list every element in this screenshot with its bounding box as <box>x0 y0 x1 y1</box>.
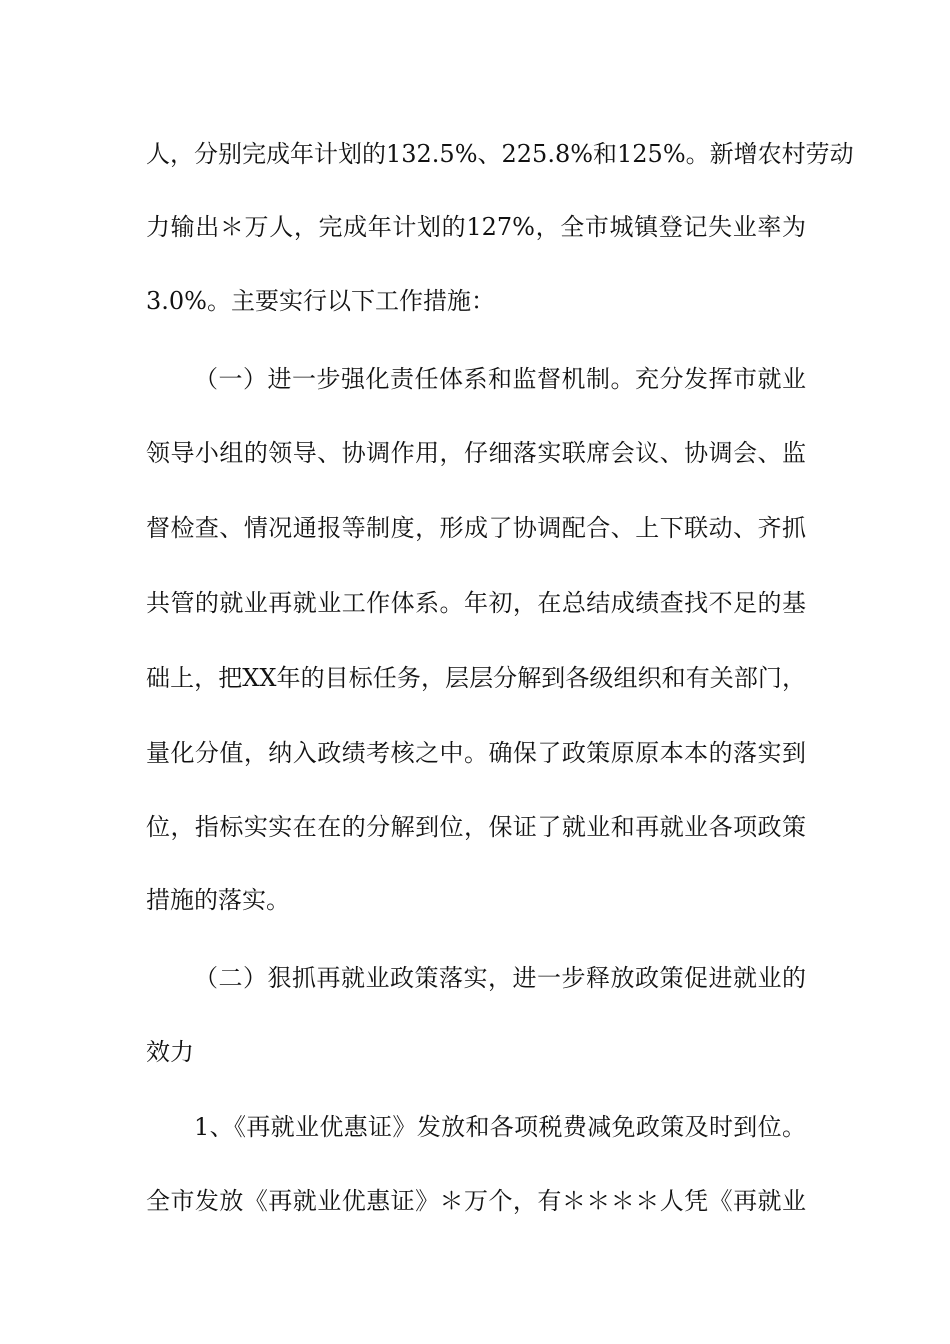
text-line-8: 础上，把XX年的目标任务，层层分解到各级组织和有关部门， <box>146 664 806 692</box>
text-line-1: 人，分别完成年计划的132.5%、225.8%和125%。新增农村劳动 <box>146 140 854 168</box>
text-line-7: 共管的就业再就业工作体系。年初，在总结成绩查找不足的基 <box>146 589 806 617</box>
text-line-6: 督检查、情况通报等制度，形成了协调配合、上下联动、齐抓 <box>146 514 806 542</box>
text-line-11: 措施的落实。 <box>146 886 290 914</box>
text-line-10: 位，指标实实在在的分解到位，保证了就业和再就业各项政策 <box>146 813 806 841</box>
subsection-heading-1: 1、《再就业优惠证》发放和各项税费减免政策及时到位。 <box>194 1113 806 1141</box>
text-line-5: 领导小组的领导、协调作用，仔细落实联席会议、协调会、监 <box>146 439 806 467</box>
text-line-3: 3.0%。主要实行以下工作措施： <box>146 287 495 315</box>
text-line-15: 全市发放《再就业优惠证》＊万个，有＊＊＊＊人凭《再就业 <box>146 1187 806 1215</box>
text-line-2: 力输出＊万人，完成年计划的127%，全市城镇登记失业率为 <box>146 213 806 241</box>
text-line-9: 量化分值，纳入政绩考核之中。确保了政策原原本本的落实到 <box>146 739 806 767</box>
text-line-13: 效力 <box>146 1038 194 1066</box>
section-heading-2: （二）狠抓再就业政策落实，进一步释放政策促进就业的 <box>194 964 806 992</box>
section-heading-1: （一）进一步强化责任体系和监督机制。充分发挥市就业 <box>194 365 806 393</box>
